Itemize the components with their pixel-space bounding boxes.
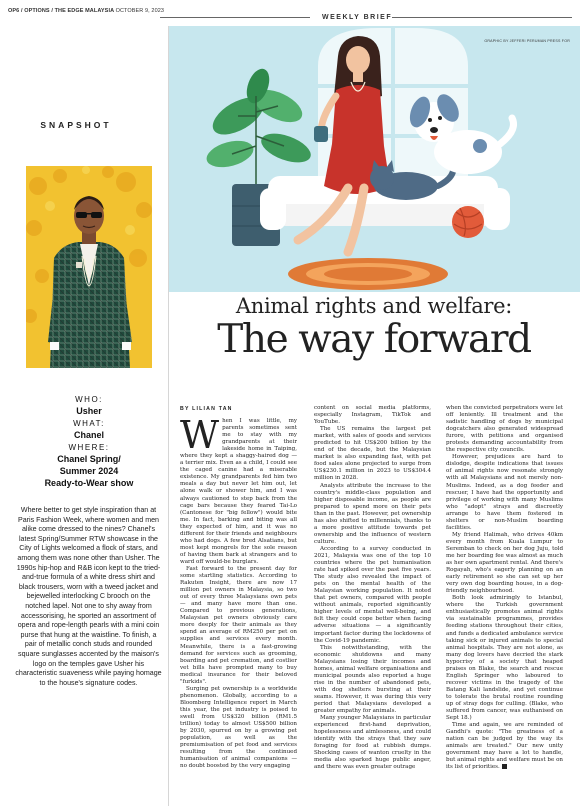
where-value-line-1: Chanel Spring/ [57,454,121,464]
hero-illustration [168,26,580,292]
paragraph: According to a survey conducted in 2021, Malaysia was one of the top 10 countries where the pet humanisation rate had spiked over the past five years. The study also revealed the impact of pets on the mental health of the Malaysian working population. It noted that pet owners, compared with people without animals, reported significantly higher levels of mental well-being, and felt they could cope better when facing adverse situations — a significantly important factor during the lockdowns of the Covid-19 pandemic. [314,545,431,644]
sidebar-divider [168,26,169,806]
paragraph-text: hen I was little, my parents sometimes sent me to stay with my grandparents at their lakeside home in Taiping, where they kept a shaggy-haired dog — a terrier mix. Even as a child, I could see the caged canine had a miserable existence. My grandparents fed him two meals a day but never let him out, let alone walk or shower him, and I was always cautioned to step back from the cage bars because they feared Tai-Lo (Cantonese for "big fellow") would bite me. In fact, barking and biting was all they expected of him, and it was no different for their friends and neighbours who had dogs. A few bred Alsatians, but most kept mongrels for the sole reason of having them bark at strangers and to ward off would-be burglars. [180,418,297,565]
article-column-3 [446,405,563,803]
article-column-2 [314,405,431,803]
header-rule-right [392,17,572,18]
article-column-1 [180,418,297,802]
page-number: OP6 [8,8,20,14]
sidebar-title: SNAPSHOT [40,120,112,130]
what-label: WHAT: [73,419,105,428]
paragraph: Analysts attribute the increase to the country's middle-class population and higher disposable income, as people are prepared to spend more on their pets than in the past. However, pet ownership has also shifted to millennials, thanks to a more positive attitude towards pet ownership and the influence of western culture. [314,482,431,545]
paragraph: However, prejudices are hard to dislodge, despite indications that issues of animal rights now resonate strongly with all Malaysians and not merely non-Muslims. Indeed, as a dog feeder and rescuer, I have had the opportunity and privilege of working with many Muslims who "adopt" strays and discreetly arrange to have them fostered in shelters or non-Muslim boarding facilities. [446,454,563,531]
snapshot-paragraph: Where better to get style inspiration than at Paris Fashion Week, where women and men alike come dressed to the nines? Chanel's latest Spring/Summer RTW showcase in the City of Lights welcomed a flock of stars, and among them was none other than Usher. The 1990s hip-hop and R&B icon kept to the tried-and-true formula of a white dress shirt and black trousers, worn with a tweed jacket and bejewelled interlocking C brooch on the notched lapel. Not one to shy away from accessorising, he sported an assortment of opera and rope-length pearls with a mini coin purse that hung at the waistline. To finish, a pair of metallic conch studs and rounded square sunglasses accented by the maison's logo on the temples gave Usher his characteristic suaveness while paying homage to the house's signature codes. [15,506,162,687]
rug-shape [288,258,448,290]
paragraph: when the convicted perpetrators were let off leniently. Ill treatment and the sadistic handling of dogs by municipal dogcatchers also generated widespread furore, with petitions and organised protests demanding accountability from the respective city councils. [446,405,563,454]
paragraph-text: Time and again, we are reminded of Gandhi's quote: "The greatness of a nation can be judged by the way its animals are treated." Our new unity government may have a lot to handle, but animal rights and welfare must be on its list of priorities. [446,722,563,771]
publication-name: THE EDGE MALAYSIA [54,8,114,14]
who-label: WHO: [75,395,103,404]
paragraph: This notwithstanding, with the economic shutdowns and many Malaysians losing their incomes and homes, animal welfare organisations and municipal pounds also reported a huge rise in the number of abandoned pets, with dog shelters bursting at their seams. However, it was during this very period that Malaysians developed a greater empathy for animals. [314,644,431,715]
who-value: Usher [76,406,102,416]
headline-block [168,294,580,361]
usher-photo [26,166,152,368]
graphic-credit: GRAPHIC BY JEFFERI PERUMAN PRESS FOR [484,39,570,43]
paragraph: content on social media platforms, especially Instagram, TikTok and YouTube. [314,405,431,426]
column-name: WEEKLY BRIEF [322,14,393,21]
where-value-line-2: Summer 2024 [59,466,119,476]
paragraph: The US remains the largest pet market, with sales of goods and services predicted to hit US$200 billion by the end of the decade, but the Malaysian market is also expanding fast, with pet food sales alone projected to surge from US$230.1 million in 2023 to US$304.4 million in 2028. [314,426,431,482]
woman-with-pets-illustration [168,26,580,292]
section-name: OPTIONS [24,8,50,14]
where-value-line-3: Ready-to-Wear show [44,478,134,488]
header-rule-left [160,17,310,18]
byline: BY LILIAN TAN [180,406,233,412]
end-mark-icon: E [502,764,507,769]
usher-portrait-illustration [26,166,152,368]
issue-date: OCTOBER 9, 2023 [115,8,165,14]
drop-cap: W [180,418,220,457]
paragraph: Both look admiringly to Istanbul, where the Turkish government enthusiastically promotes animal rights via sustainable programmes, provides feeding stations throughout their cities, and funds a dedicated ambulance service taking sick or injured animals to special animal hospitals. They are not alone, as many dog lovers have decried the stark hypocrisy of a society that heaped praises on Blake, the search and rescue English Springer who laboured to recover victims in the tragedy of the Batang Kali landslide, and yet continue to tolerate the brutal routine rounding up of stray dogs for culling. (Blake, who suffered from cancer, was euthanised on Sept 18.) [446,595,563,722]
paragraph [446,722,563,771]
headline-line-1: Animal rights and welfare: [235,294,513,318]
what-value: Chanel [73,430,104,440]
paragraph: My friend Halimah, who drives 40km every month from Kuala Lumpur to Seremban to check on her dog Juju, told me her boarding fee was almost as much as her own apartment rental. And there's Rogayah, who's eagerly planning on an early retirement so she can set up her very own dog boarding house, in a dog-friendly neighbourhood. [446,531,563,595]
where-label: WHERE: [68,443,110,452]
paragraph: Surging pet ownership is a worldwide phenomenon. Globally, according to a Bloomberg Intelligence report in March this year, the pet industry is poised to swell from US$320 billion (RM1.5 trillion) today to almost US$500 billion by 2030, spurred on by a growing pet population, as well as the premiumisation of pet food and services resulting from the continued humanisation of animal companions — no doubt boosted by the very engaging [180,685,297,770]
yarn-ball-shape [452,206,484,238]
headline-line-2: The way forward [217,317,531,362]
page-folio: OP6 / OPTIONS / THE EDGE MALAYSIA OCTOBER 9, 2023 [8,8,165,14]
paragraph [180,418,297,566]
paragraph: Many younger Malaysians in particular experienced first-hand deprivation, hopelessness and aimlessness, and could identify with the strays that they saw foraging for food at rubbish dumps. Shocking cases of wanton cruelty in the media also sparked huge public anger, and there was even greater outrage [314,715,431,771]
snapshot-details [14,393,164,489]
paragraph: Fast forward to the present day for some startling statistics. According to Rakuten Insight, there are now 17 million pet owners in Malaysia, so two out of every three Malaysians own pets — and many have more than one. Compared to previous generations, Malaysian pet owners obviously care more deeply for their animals as they spend an average of RM250 per pet on supplies and services every month. Meanwhile, there is a fast-growing demand for services such as grooming, boarding and pet cremation, and costlier vet bills have prompted many to buy medical insurance for their beloved "furkids". [180,565,297,685]
